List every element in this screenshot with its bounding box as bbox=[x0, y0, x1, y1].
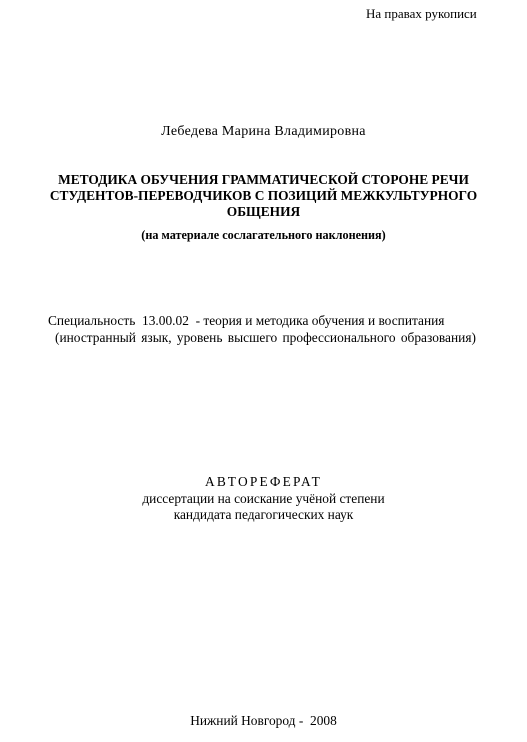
title-line-3: ОБЩЕНИЯ bbox=[226, 204, 301, 219]
author-name: Лебедева Марина Владимировна bbox=[161, 124, 366, 139]
manuscript-note: На правах рукописи bbox=[366, 6, 477, 21]
abstract-heading: АВТОРЕФЕРАТ bbox=[204, 474, 323, 489]
footer-place-year: Нижний Новгород - 2008 bbox=[190, 713, 337, 728]
title-line-1: МЕТОДИКА ОБУЧЕНИЯ ГРАММАТИЧЕСКОЙ СТОРОНЕ РЕЧИ bbox=[58, 172, 469, 187]
abstract-line-2: кандидата педагогических наук bbox=[173, 507, 354, 522]
abstract-line-1: диссертации на соискание учёной степени bbox=[142, 491, 385, 506]
title-subtitle: (на материале сослагательного наклонения) bbox=[141, 228, 386, 242]
title-line-2: СТУДЕНТОВ-ПЕРЕВОДЧИКОВ С ПОЗИЦИЙ МЕЖКУЛЬТУРНОГО bbox=[49, 188, 478, 203]
specialty-line-1: Специальность 13.00.02 - теория и методика обучения и воспитания bbox=[48, 313, 445, 328]
specialty-line-2: (иностранный язык, уровень высшего профессионального образования) bbox=[55, 330, 476, 345]
